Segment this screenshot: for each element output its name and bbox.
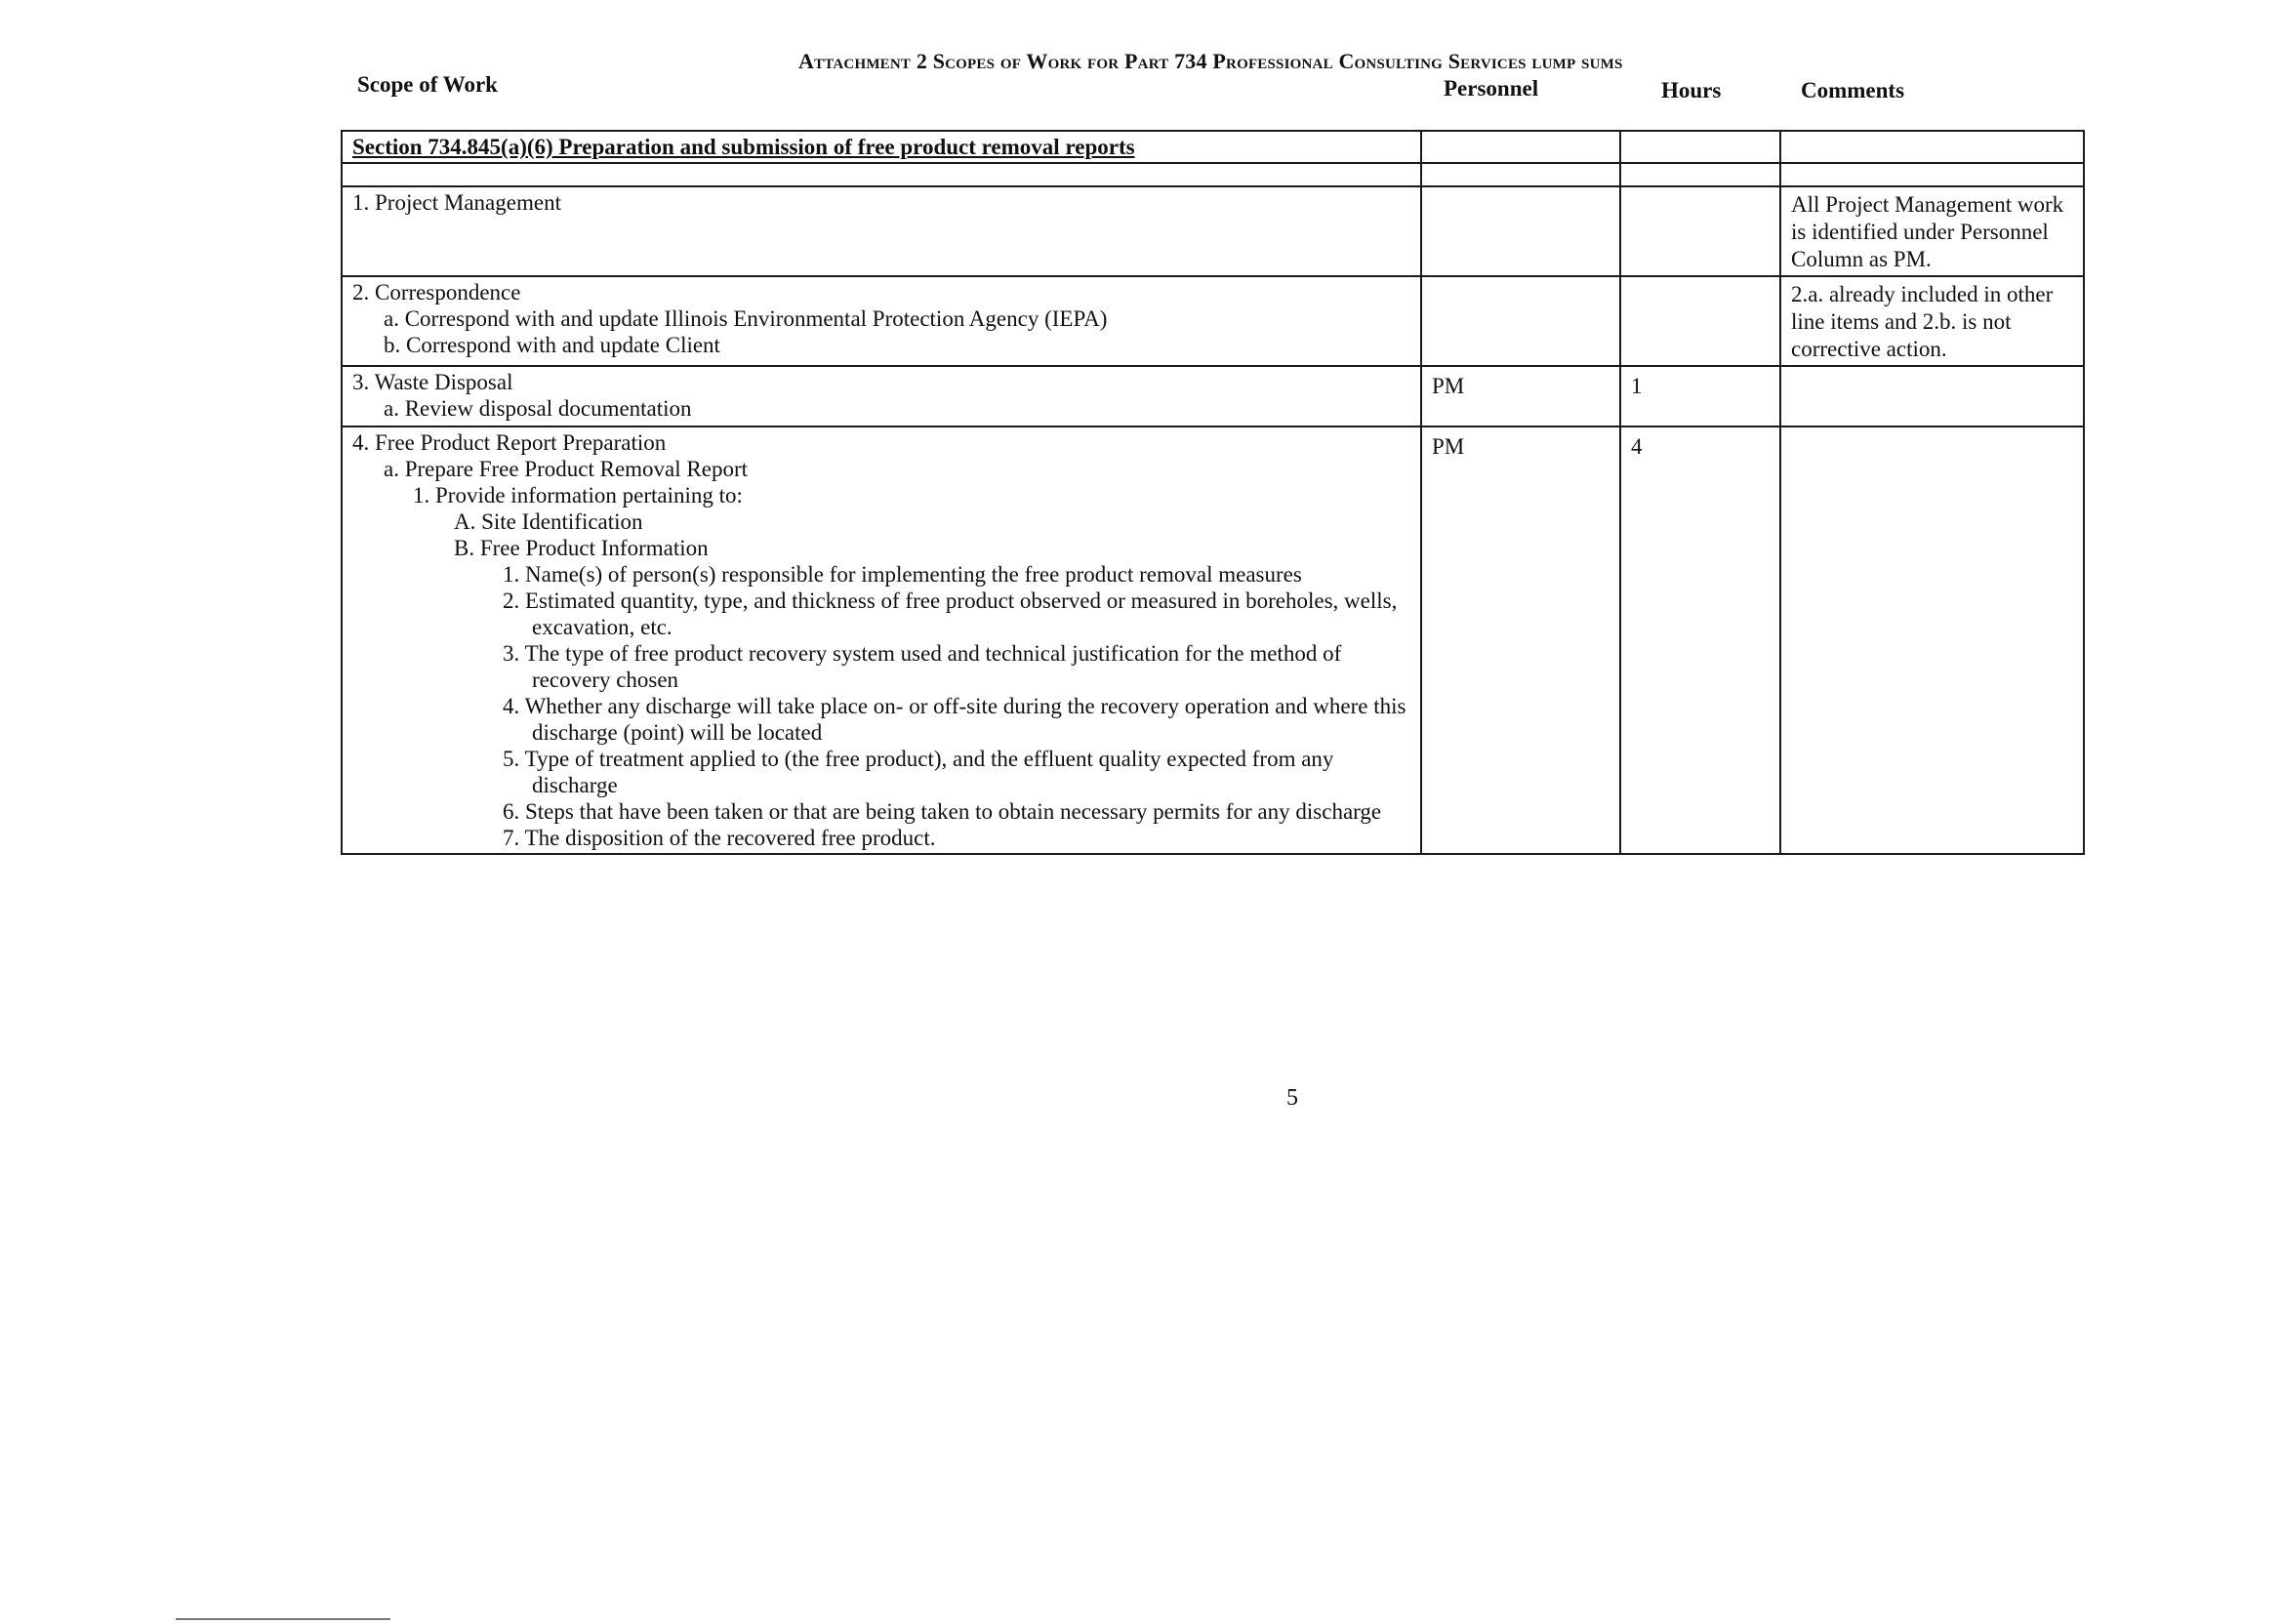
subitem-provide-info: 1. Provide information pertaining to: [413, 483, 743, 508]
table-row [342, 276, 2084, 366]
comment-cell [1780, 426, 2084, 854]
list-item: 3. The type of free product recovery system used and technical justification for the method of recovery chosen [503, 641, 1342, 692]
scan-artifact-divider [176, 1618, 390, 1620]
list-item: 4. Whether any discharge will take place on- or off-site during the recovery operation and where this discharge (point) will be located [503, 694, 1406, 745]
page-number: 5 [1286, 1085, 1298, 1111]
empty-cell [1421, 163, 1620, 186]
item-project-management: 1. Project Management [352, 190, 561, 215]
table-row [342, 186, 2084, 276]
list-item: 1. Name(s) of person(s) responsible for implementing the free product removal measures [503, 562, 1302, 587]
hours-value: 4 [1631, 434, 1643, 459]
column-header-scope: Scope of Work [357, 72, 498, 97]
empty-cell [1780, 163, 2084, 186]
empty-cell [342, 163, 1421, 186]
personnel-value: PM [1432, 434, 1465, 459]
item-correspondence: 2. Correspondence [352, 280, 521, 304]
personnel-value: PM [1432, 374, 1465, 398]
scope-of-work-table [341, 130, 2085, 855]
scope-cell [342, 426, 1421, 854]
list-item: 2. Estimated quantity, type, and thickness of free product observed or measured in boreholes, wells, excavation, etc. [503, 589, 1398, 639]
comment-cell [1780, 186, 2084, 276]
empty-cell [1421, 131, 1620, 163]
hours-value: 1 [1631, 374, 1643, 398]
personnel-cell [1421, 276, 1620, 366]
scope-cell [342, 186, 1421, 276]
subitem-review-disposal: a. Review disposal documentation [384, 396, 692, 421]
comment-project-management: All Project Management work is identified under Personnel Column as PM. [1791, 192, 2064, 271]
empty-cell [1780, 131, 2084, 163]
empty-cell [1620, 163, 1780, 186]
list-item: 5. Type of treatment applied to (the free product), and the effluent quality expected from any discharge [503, 747, 1334, 797]
subitem-free-product-information: B. Free Product Information [454, 536, 709, 560]
item-free-product-report: 4. Free Product Report Preparation [352, 430, 667, 455]
list-item: 7. The disposition of the recovered free product. [503, 826, 936, 850]
section-title-cell [342, 131, 1421, 163]
comment-correspondence: 2.a. already included in other line items and 2.b. is not corrective action. [1791, 282, 2054, 361]
personnel-cell [1421, 186, 1620, 276]
item-waste-disposal: 3. Waste Disposal [352, 370, 513, 394]
page-title: Attachment 2 Scopes of Work for Part 734 Professional Consulting Services lump sums [798, 49, 1623, 73]
subitem-site-identification: A. Site Identification [454, 509, 643, 534]
scope-cell [342, 276, 1421, 366]
subitem-correspond-client: b. Correspond with and update Client [384, 333, 720, 357]
hours-cell [1620, 426, 1780, 854]
hours-cell [1620, 276, 1780, 366]
personnel-cell [1421, 426, 1620, 854]
table-row [342, 426, 2084, 854]
comment-cell [1780, 276, 2084, 366]
section-row [342, 131, 2084, 163]
table-row [342, 366, 2084, 426]
subitem-correspond-iepa: a. Correspond with and update Illinois Environmental Protection Agency (IEPA) [384, 306, 1108, 331]
section-title: Section 734.845(a)(6) Preparation and submission of free product removal reports [352, 135, 1135, 159]
comment-cell [1780, 366, 2084, 426]
subitem-prepare-report: a. Prepare Free Product Removal Report [384, 457, 748, 481]
column-header-hours: Hours [1661, 78, 1722, 102]
hours-cell [1620, 186, 1780, 276]
hours-cell [1620, 366, 1780, 426]
column-header-personnel: Personnel [1444, 76, 1539, 101]
scope-cell [342, 366, 1421, 426]
column-header-comments: Comments [1801, 78, 1905, 102]
list-item: 6. Steps that have been taken or that are being taken to obtain necessary permits for any discharge [503, 799, 1382, 824]
empty-cell [1620, 131, 1780, 163]
personnel-cell [1421, 366, 1620, 426]
spacer-row [342, 163, 2084, 186]
